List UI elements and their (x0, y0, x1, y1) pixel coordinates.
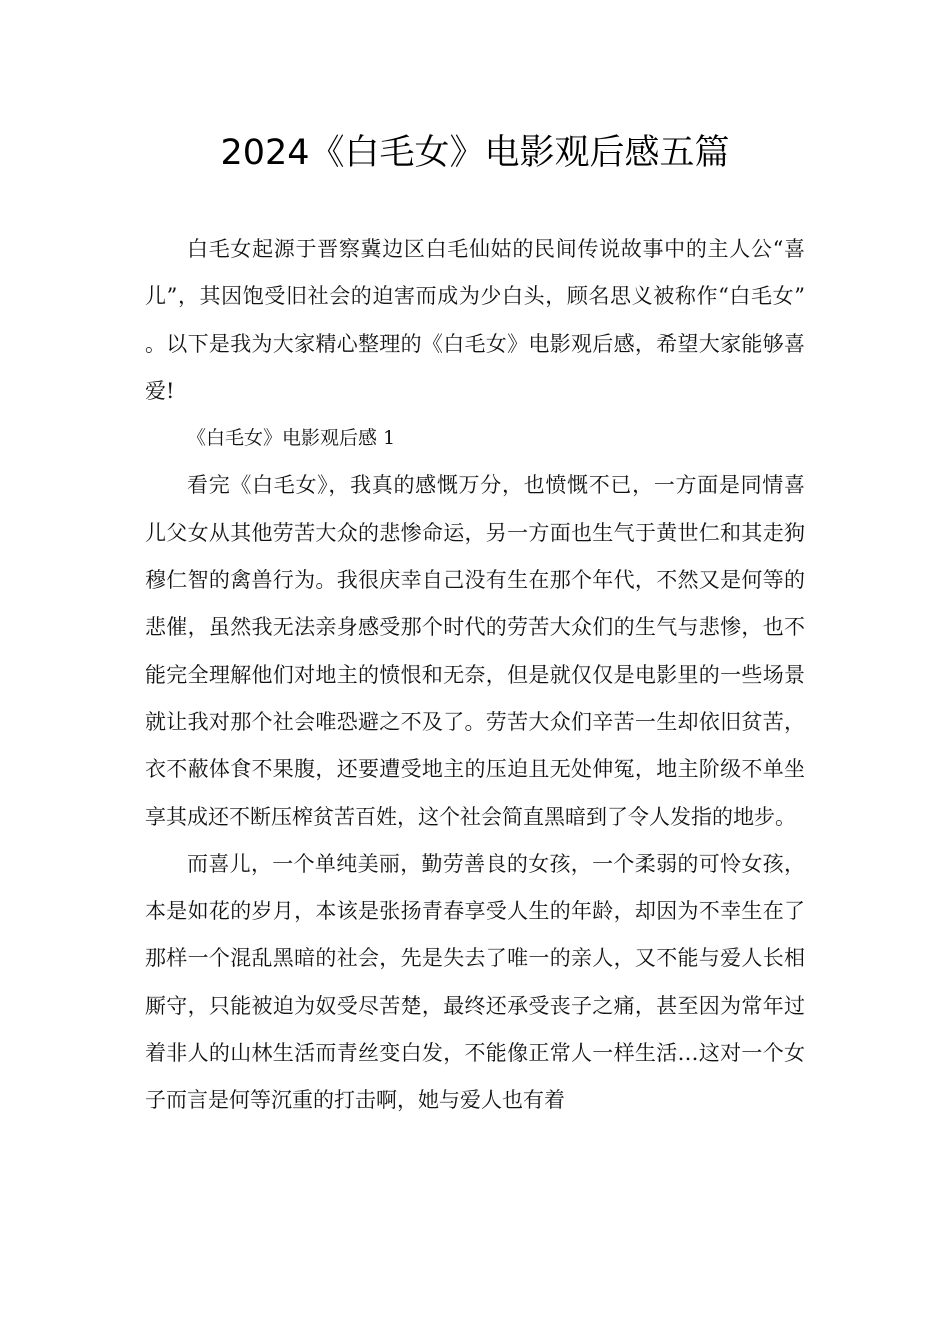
section-heading: 《白毛女》电影观后感 1 (187, 427, 396, 450)
document-body (145, 226, 805, 1125)
body-paragraph: 看完《白毛女》，我真的感慨万分，也愤慨不已，一方面是同情喜儿父女从其他劳苦大众的悲惨命运，另一方面也生气于黄世仁和其走狗穆仁智的禽兽行为。我很庆幸自己没有生在那个年代，不然又是何等的悲催，虽然我无法亲身感受那个时代的劳苦大众们的生气与悲惨，也不能完全理解他们对地主的愤恨和无奈，但是就仅仅是电影里的一些场景就让我对那个社会唯恐避之不及了。劳苦大众们辛苦一生却依旧贫苦，衣不蔽体食不果腹，还要遭受地主的压迫且无处伸冤，地主阶级不单坐享其成还不断压榨贫苦百姓，这个社会简直黑暗到了令人发指的地步。 (145, 473, 805, 829)
intro-paragraph: 白毛女起源于晋察冀边区白毛仙姑的民间传说故事中的主人公“喜儿”，其因饱受旧社会的迫害而成为少白头，顾名思义被称作“白毛女”。以下是我为大家精心整理的《白毛女》电影观后感，希望大家能够喜爱! (145, 237, 805, 403)
body-paragraph: 而喜儿，一个单纯美丽，勤劳善良的女孩，一个柔弱的可怜女孩，本是如花的岁月，本该是张扬青春享受人生的年龄，却因为不幸生在了那样一个混乱黑暗的社会，先是失去了唯一的亲人，又不能与爱人长相厮守，只能被迫为奴受尽苦楚，最终还承受丧子之痛，甚至因为常年过着非人的山林生活而青丝变白发，不能像正常人一样生活…这对一个女子而言是何等沉重的打击啊，她与爱人也有着 (145, 851, 805, 1113)
document-title: 2024《白毛女》电影观后感五篇 (220, 133, 730, 173)
